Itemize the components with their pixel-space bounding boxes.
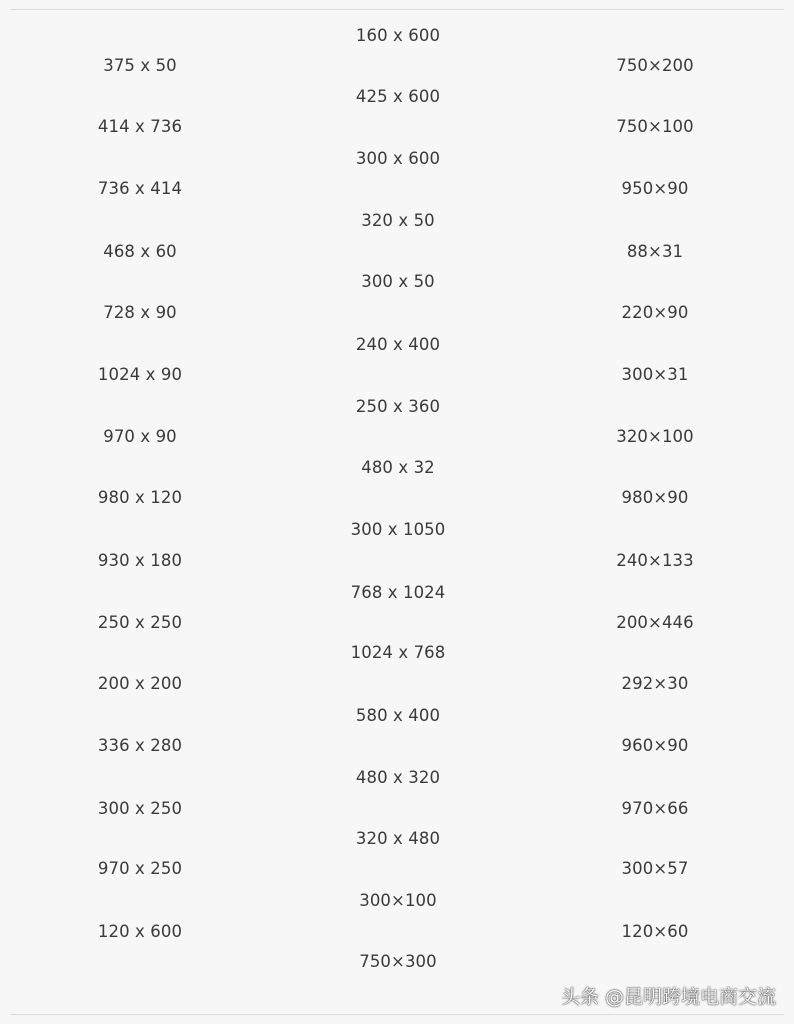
size-cell: 300×100 — [359, 891, 437, 910]
size-cell: 930 x 180 — [97, 551, 183, 570]
size-cell: 1024 x 90 — [97, 365, 183, 384]
size-cell: 300 x 600 — [355, 149, 441, 168]
top-divider — [10, 9, 784, 10]
size-cell: 240 x 400 — [355, 335, 441, 354]
size-cell: 375 x 50 — [103, 56, 177, 75]
size-cell: 414 x 736 — [97, 117, 183, 136]
size-cell: 320 x 480 — [355, 829, 441, 848]
size-cell: 950×90 — [621, 179, 689, 198]
size-cell: 960×90 — [621, 736, 689, 755]
size-cell: 292×30 — [621, 674, 689, 693]
size-cell: 88×31 — [626, 242, 684, 261]
size-cell: 250 x 250 — [97, 613, 183, 632]
size-cell: 728 x 90 — [103, 303, 177, 322]
size-cell: 480 x 32 — [361, 458, 435, 477]
size-cell: 120×60 — [621, 922, 689, 941]
size-cell: 970 x 250 — [97, 859, 183, 878]
size-cell: 320×100 — [616, 427, 694, 446]
size-cell: 250 x 360 — [355, 397, 441, 416]
size-cell: 240×133 — [616, 551, 694, 570]
size-cell: 750×100 — [616, 117, 694, 136]
size-cell: 1024 x 768 — [350, 643, 446, 662]
size-cell: 580 x 400 — [355, 706, 441, 725]
source-watermark: 头条 @昆明跨境电商交流 — [560, 986, 776, 1008]
size-cell: 480 x 320 — [355, 768, 441, 787]
size-cell: 980×90 — [621, 488, 689, 507]
size-cell: 220×90 — [621, 303, 689, 322]
size-cell: 160 x 600 — [355, 26, 441, 45]
size-cell: 300×57 — [621, 859, 689, 878]
size-cell: 300×31 — [621, 365, 689, 384]
size-cell: 736 x 414 — [97, 179, 183, 198]
size-cell: 768 x 1024 — [350, 583, 446, 602]
size-cell: 200×446 — [616, 613, 694, 632]
size-cell: 468 x 60 — [103, 242, 177, 261]
size-cell: 120 x 600 — [97, 922, 183, 941]
size-cell: 750×200 — [616, 56, 694, 75]
size-cell: 320 x 50 — [361, 211, 435, 230]
size-cell: 300 x 50 — [361, 272, 435, 291]
size-cell: 300 x 250 — [97, 799, 183, 818]
size-cell: 970×66 — [621, 799, 689, 818]
size-cell: 750×300 — [359, 952, 437, 971]
size-cell: 970 x 90 — [103, 427, 177, 446]
size-cell: 200 x 200 — [97, 674, 183, 693]
size-cell: 336 x 280 — [97, 736, 183, 755]
size-cell: 980 x 120 — [97, 488, 183, 507]
size-cell: 300 x 1050 — [350, 520, 446, 539]
bottom-divider — [10, 1014, 784, 1015]
size-cell: 425 x 600 — [355, 87, 441, 106]
